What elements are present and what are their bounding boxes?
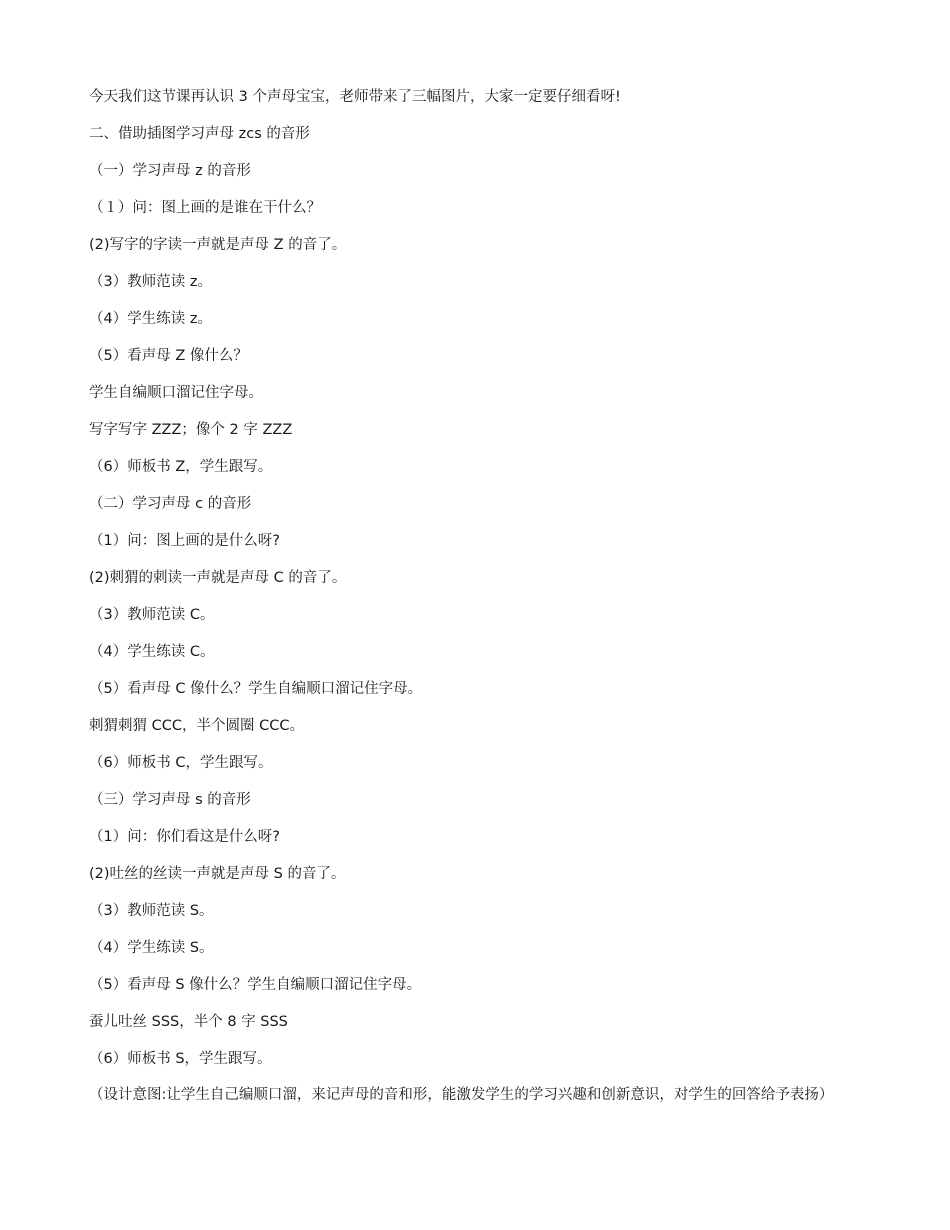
step-line: （6）师板书 C，学生跟写。	[89, 755, 273, 771]
step-line: （3）教师范读 z。	[89, 274, 212, 290]
rhyme-line: 写字写字 ZZZ；像个 2 字 ZZZ	[89, 422, 293, 438]
text-line: 学生自编顺口溜记住字母。	[89, 385, 263, 401]
step-line: （5）看声母 Z 像什么？	[89, 348, 248, 364]
step-line: （１）问：图上画的是谁在干什么？	[89, 200, 321, 216]
step-line: （4）学生练读 C。	[89, 644, 215, 660]
step-line: (2)刺猬的刺读一声就是声母 C 的音了。	[89, 570, 347, 586]
step-line: （1）问：你们看这是什么呀?	[89, 829, 280, 845]
step-line: （5）看声母 C 像什么？学生自编顺口溜记住字母。	[89, 681, 423, 697]
step-line: （4）学生练读 S。	[89, 940, 214, 956]
subsection-heading-s: （三）学习声母 s 的音形	[89, 792, 251, 808]
rhyme-line: 蚕儿吐丝 SSS，半个 8 字 SSS	[89, 1014, 288, 1030]
step-line: （3）教师范读 C。	[89, 607, 215, 623]
document-body	[89, 86, 859, 1105]
step-line: （1）问：图上画的是什么呀?	[89, 533, 280, 549]
step-line: （6）师板书 Z，学生跟写。	[89, 459, 273, 475]
intro-line: 今天我们这节课再认识 3 个声母宝宝，老师带来了三幅图片，大家一定要仔细看呀!	[89, 89, 621, 105]
step-line: （3）教师范读 S。	[89, 903, 214, 919]
step-line: （6）师板书 S，学生跟写。	[89, 1051, 272, 1067]
section-heading: 二、借助插图学习声母 zcs 的音形	[89, 126, 310, 142]
step-line: (2)吐丝的丝读一声就是声母 S 的音了。	[89, 866, 346, 882]
rhyme-line: 刺猬刺猬 CCC，半个圆圈 CCC。	[89, 718, 304, 734]
design-intent-paragraph: （设计意图:让学生自己编顺口溜，来记声母的音和形，能激发学生的学习兴趣和创新意识，对学生的回答给予表扬）	[89, 1087, 834, 1103]
step-line: （4）学生练读 z。	[89, 311, 212, 327]
step-line: (2)写字的字读一声就是声母 Z 的音了。	[89, 237, 347, 253]
subsection-heading-z: （一）学习声母 z 的音形	[89, 163, 251, 179]
step-line: （5）看声母 S 像什么？学生自编顺口溜记住字母。	[89, 977, 422, 993]
subsection-heading-c: （二）学习声母 c 的音形	[89, 496, 252, 512]
